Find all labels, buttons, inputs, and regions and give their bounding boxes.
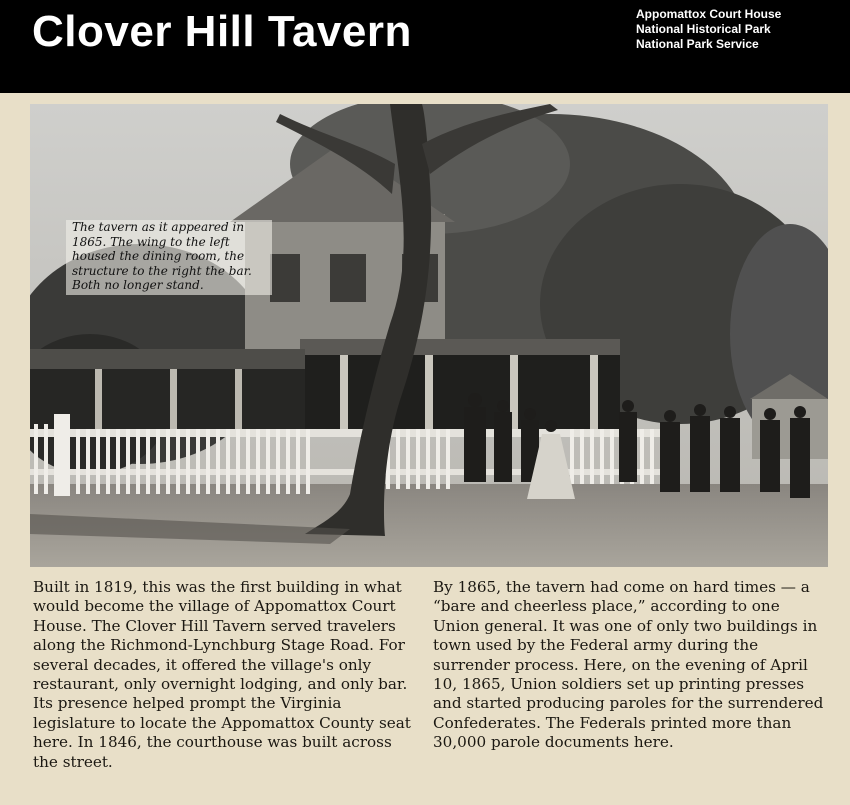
park-line-1: Appomattox Court House (636, 7, 782, 21)
sign-title: Clover Hill Tavern (32, 7, 412, 56)
photo-caption: The tavern as it appeared in 1865. The wing to the left housed the dining room, the structure to the right the bar. Both no longer stand. (66, 220, 272, 295)
park-line-3: National Park Service (636, 37, 759, 51)
park-name-block (636, 7, 781, 52)
header-bar (0, 0, 850, 93)
body-text-left: Built in 1819, this was the first building in what would become the village of Appomattox Court House. The Clover Hill Tavern served travelers along the Richmond-Lynchburg Stage Road. For several decades, it offered the village's only restaurant, only overnight lodging, and only bar. Its presence helped prompt the Virginia legislature to locate the Appomattox County seat here. In 1846, the courthouse was built across the street. (33, 578, 411, 771)
tavern-photo-illustration (30, 104, 828, 567)
body-text-right: By 1865, the tavern had come on hard times — a “bare and cheerless place,” according to one Union general. It was one of only two buildings in town used by the Federal army during the surrender process. Here, on the evening of April 10, 1865, Union soldiers set up printing presses and started producing paroles for the surrendered Confederates. The Federals printed more than 30,000 parole documents here. (433, 578, 824, 752)
historic-photo (30, 104, 828, 567)
park-line-2: National Historical Park (636, 22, 771, 36)
